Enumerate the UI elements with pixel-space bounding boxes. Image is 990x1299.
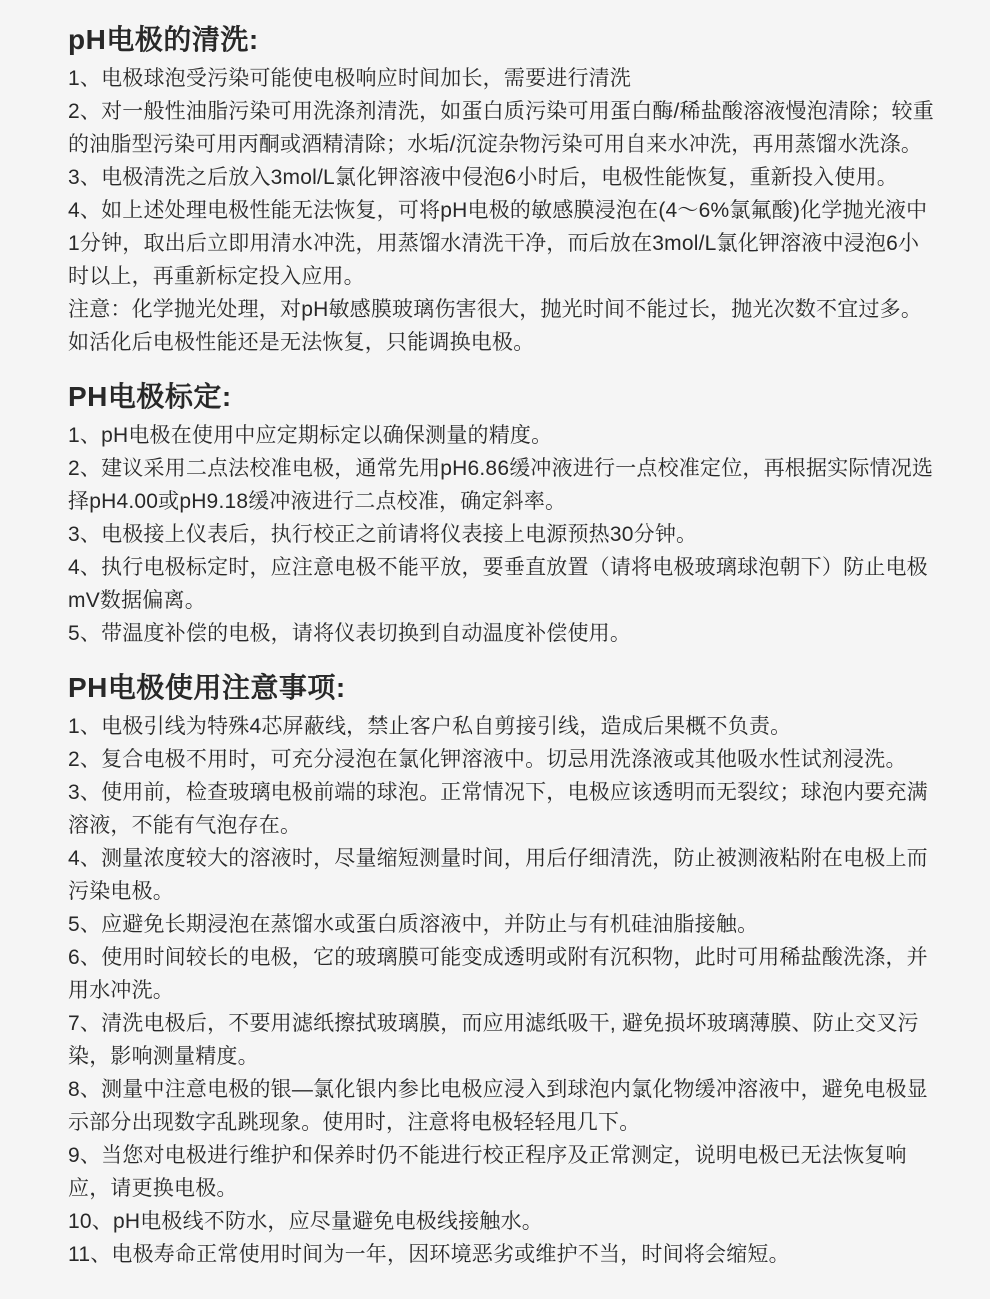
section-title: pH电极的清洗: — [68, 24, 259, 55]
section-usage-precautions — [68, 666, 938, 1271]
section-calibration — [68, 375, 938, 650]
list-item: 9、当您对电极进行维护和保养时仍不能进行校正程序及正常测定，说明电极已无法恢复响应，请更换电极。 — [68, 1144, 907, 1200]
list-item: 2、建议采用二点法校准电极，通常先用pH6.86缓冲液进行一点校准定位，再根据实际情况选择pH4.00或pH9.18缓冲液进行二点校准，确定斜率。 — [68, 457, 934, 513]
list-item: 4、如上述处理电极性能无法恢复，可将pH电极的敏感膜浸泡在(4～6%氯氟酸)化学抛光液中1分钟，取出后立即用清水冲洗，用蒸馏水清洗干净，而后放在3mol/L氯化钾溶液中浸泡6小时以上，再重新标定投入应用。 — [68, 199, 928, 288]
section-cleaning — [68, 18, 938, 359]
list-item: 1、pH电极在使用中应定期标定以确保测量的精度。 — [68, 424, 553, 447]
note-text: 注意：化学抛光处理，对pH敏感膜玻璃伤害很大，抛光时间不能过长，抛光次数不宜过多。如活化后电极性能还是无法恢复，只能调换电极。 — [68, 298, 923, 354]
list-item: 7、清洗电极后，不要用滤纸擦拭玻璃膜，而应用滤纸吸干, 避免损坏玻璃薄膜、防止交叉污染，影响测量精度。 — [68, 1012, 919, 1068]
list-item: 2、复合电极不用时，可充分浸泡在氯化钾溶液中。切忌用洗涤液或其他吸水性试剂浸洗。 — [68, 748, 907, 771]
list-item: 3、使用前，检查玻璃电极前端的球泡。正常情况下，电极应该透明而无裂纹；球泡内要充满溶液，不能有气泡存在。 — [68, 781, 928, 837]
list-item: 3、电极清洗之后放入3mol/L氯化钾溶液中侵泡6小时后，电极性能恢复，重新投入使用。 — [68, 166, 898, 189]
list-item: 1、电极球泡受污染可能使电极响应时间加长，需要进行清洗 — [68, 67, 632, 90]
list-item: 4、执行电极标定时，应注意电极不能平放，要垂直放置（请将电极玻璃球泡朝下）防止电极mV数据偏离。 — [68, 556, 928, 612]
list-item: 5、带温度补偿的电极，请将仪表切换到自动温度补偿使用。 — [68, 622, 632, 645]
section-title: PH电极使用注意事项: — [68, 672, 346, 703]
list-item: 10、pH电极线不防水，应尽量避免电极线接触水。 — [68, 1210, 544, 1233]
list-item: 1、电极引线为特殊4芯屏蔽线，禁止客户私自剪接引线，造成后果概不负责。 — [68, 715, 792, 738]
list-item: 2、对一般性油脂污染可用洗涤剂清洗，如蛋白质污染可用蛋白酶/稀盐酸溶液慢泡清除；较重的油脂型污染可用丙酮或酒精清除；水垢/沉淀杂物污染可用自来水冲洗，再用蒸馏水洗涤。 — [68, 100, 934, 156]
list-item: 4、测量浓度较大的溶液时，尽量缩短测量时间，用后仔细清洗，防止被测液粘附在电极上而污染电极。 — [68, 847, 928, 903]
list-item: 3、电极接上仪表后，执行校正之前请将仪表接上电源预热30分钟。 — [68, 523, 698, 546]
list-item: 8、测量中注意电极的银—氯化银内参比电极应浸入到球泡内氯化物缓冲溶液中，避免电极显示部分出现数字乱跳现象。使用时，注意将电极轻轻甩几下。 — [68, 1078, 928, 1134]
list-item: 6、使用时间较长的电极，它的玻璃膜可能变成透明或附有沉积物，此时可用稀盐酸洗涤，并用水冲洗。 — [68, 946, 928, 1002]
list-item: 11、电极寿命正常使用时间为一年，因环境恶劣或维护不当，时间将会缩短。 — [68, 1243, 790, 1266]
section-title: PH电极标定: — [68, 381, 232, 412]
list-item: 5、应避免长期浸泡在蒸馏水或蛋白质溶液中，并防止与有机硅油脂接触。 — [68, 913, 759, 936]
